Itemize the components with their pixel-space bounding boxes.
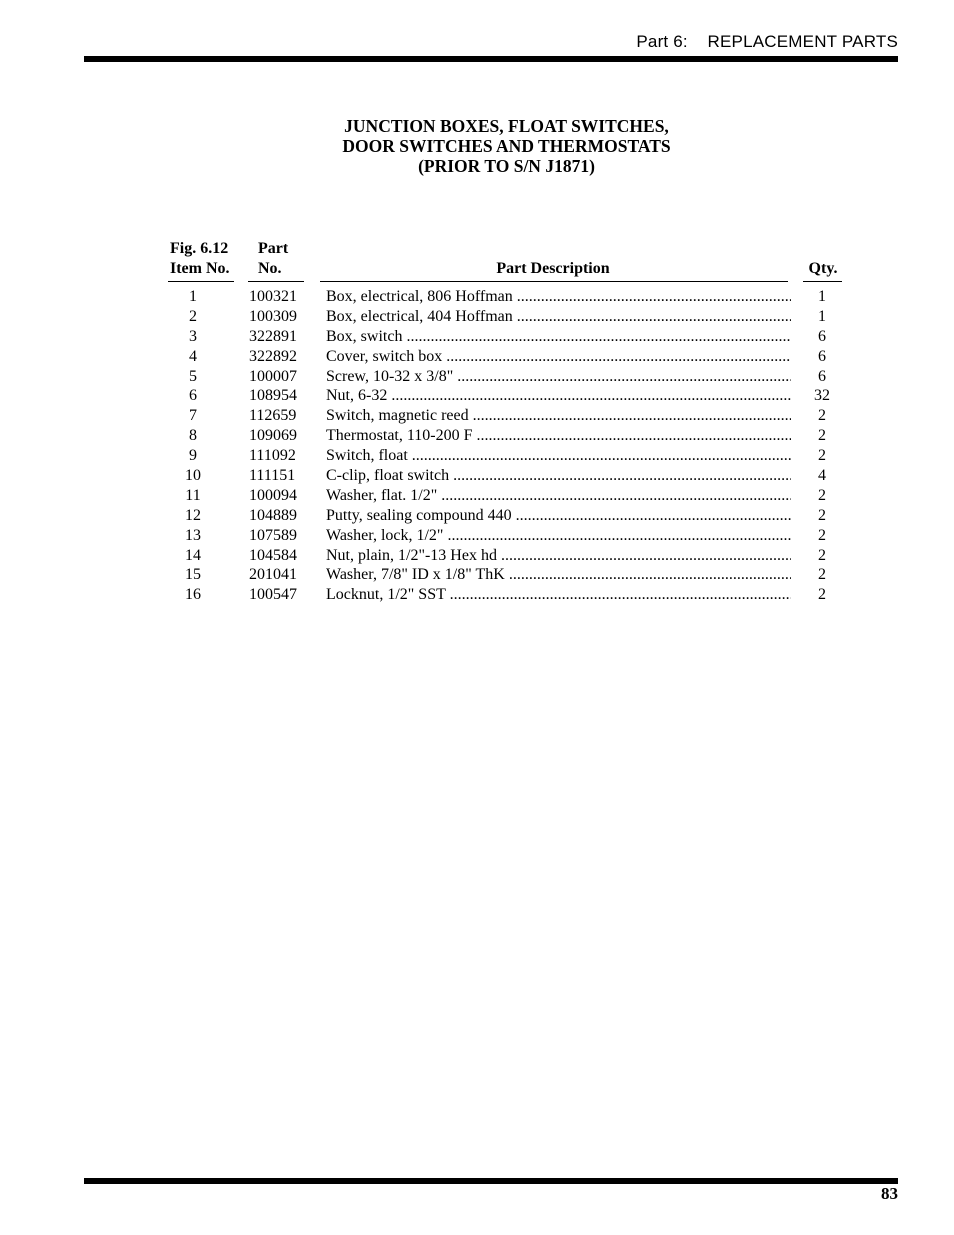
part-number-cell: 107589 bbox=[249, 526, 297, 544]
item-number-cell: 4 bbox=[189, 347, 197, 365]
table-row bbox=[0, 327, 954, 347]
quantity-cell: 6 bbox=[818, 367, 826, 385]
item-number-cell: 13 bbox=[185, 526, 201, 544]
description-cell: Washer, flat. 1/2" ..... bbox=[326, 486, 791, 506]
quantity-cell: 4 bbox=[818, 467, 826, 485]
description-cell: Thermostat, 110-200 F ..... bbox=[326, 426, 791, 446]
description-cell: Nut, plain, 1/2"-13 Hex hd ..... bbox=[326, 546, 791, 566]
description-cell: Switch, magnetic reed ..... bbox=[326, 406, 791, 426]
table-row bbox=[0, 506, 954, 526]
part-number-cell: 104584 bbox=[249, 546, 297, 564]
part-number-cell: 201041 bbox=[249, 566, 297, 584]
item-number-cell: 11 bbox=[185, 486, 201, 504]
description-cell: Cover, switch box ..... bbox=[326, 347, 791, 367]
item-column-header bbox=[170, 239, 230, 279]
table-row bbox=[0, 347, 954, 367]
description-cell: Locknut, 1/2" SST ..... bbox=[326, 585, 791, 605]
part-header-line-2: No. bbox=[258, 260, 282, 277]
description-cell: Switch, float ..... bbox=[326, 446, 791, 466]
item-number-cell: 15 bbox=[185, 566, 201, 584]
part-number-cell: 104889 bbox=[249, 506, 297, 524]
qty-header-rule bbox=[803, 281, 842, 282]
description-cell: Washer, lock, 1/2" ..... bbox=[326, 526, 791, 546]
table-row bbox=[0, 307, 954, 327]
table-row bbox=[0, 486, 954, 506]
table-row bbox=[0, 466, 954, 486]
description-cell: Box, switch ..... bbox=[326, 327, 791, 347]
quantity-cell: 2 bbox=[818, 427, 826, 445]
item-number-cell: 5 bbox=[189, 367, 197, 385]
quantity-cell: 2 bbox=[818, 447, 826, 465]
quantity-cell: 2 bbox=[818, 526, 826, 544]
quantity-cell: 2 bbox=[818, 566, 826, 584]
item-header-line-1: Fig. 6.12 bbox=[170, 240, 229, 257]
title-line-1: JUNCTION BOXES, FLOAT SWITCHES, bbox=[344, 116, 669, 136]
description-cell: C-clip, float switch ..... bbox=[326, 466, 791, 486]
table-row bbox=[0, 526, 954, 546]
part-number-cell: 100309 bbox=[249, 307, 297, 325]
part-header-line-1: Part bbox=[258, 240, 289, 257]
quantity-cell: 6 bbox=[818, 327, 826, 345]
description-column-header: Part Description bbox=[496, 260, 610, 277]
page-number: 83 bbox=[881, 1184, 898, 1203]
table-row bbox=[0, 367, 954, 387]
table-row bbox=[0, 546, 954, 566]
title-line-3: (PRIOR TO S/N J1871) bbox=[418, 156, 595, 176]
part-number-cell: 322892 bbox=[249, 347, 297, 365]
description-cell: Box, electrical, 404 Hoffman ..... bbox=[326, 307, 791, 327]
item-header-line-2: Item No. bbox=[170, 260, 230, 277]
part-number-cell: 111151 bbox=[249, 467, 296, 485]
quantity-cell: 2 bbox=[818, 506, 826, 524]
quantity-cell: 2 bbox=[818, 586, 826, 604]
title-line-2: DOOR SWITCHES AND THERMOSTATS bbox=[342, 136, 671, 156]
part-number-cell: 108954 bbox=[249, 387, 297, 405]
part-number-cell: 322891 bbox=[249, 327, 297, 345]
part-number-cell: 100321 bbox=[249, 288, 297, 305]
item-number-cell: 3 bbox=[189, 327, 197, 345]
page-title bbox=[0, 116, 954, 176]
quantity-cell: 6 bbox=[818, 347, 826, 365]
table-row bbox=[0, 446, 954, 466]
part-number-cell: 100547 bbox=[249, 586, 297, 604]
description-cell: Nut, 6-32 ..... bbox=[326, 386, 791, 406]
quantity-cell: 2 bbox=[818, 486, 826, 504]
item-number-cell: 9 bbox=[189, 447, 197, 465]
table-row bbox=[0, 585, 954, 605]
part-number-cell: 100007 bbox=[249, 367, 297, 385]
part-number-cell: 111092 bbox=[249, 447, 296, 465]
part-column-header bbox=[258, 239, 288, 279]
item-number-cell: 6 bbox=[189, 387, 197, 405]
item-number-cell: 2 bbox=[189, 307, 197, 325]
quantity-cell: 2 bbox=[818, 407, 826, 425]
table-row bbox=[0, 426, 954, 446]
part-number-cell: 100094 bbox=[249, 486, 297, 504]
table-row bbox=[0, 287, 954, 307]
quantity-cell: 32 bbox=[814, 387, 830, 405]
quantity-cell: 1 bbox=[818, 307, 826, 325]
section-header: Part 6: REPLACEMENT PARTS bbox=[636, 32, 898, 51]
item-number-cell: 8 bbox=[189, 427, 197, 445]
description-cell: Screw, 10-32 x 3/8" ..... bbox=[326, 367, 791, 387]
parts-table bbox=[0, 287, 954, 605]
item-number-cell: 16 bbox=[185, 586, 201, 604]
description-header-rule bbox=[320, 281, 788, 282]
item-number-cell: 14 bbox=[185, 546, 201, 564]
footer-rule bbox=[84, 1178, 898, 1184]
description-cell: Washer, 7/8" ID x 1/8" ThK ..... bbox=[326, 565, 791, 585]
qty-column-header: Qty. bbox=[808, 260, 838, 277]
item-number-cell: 7 bbox=[189, 407, 197, 425]
part-number-cell: 109069 bbox=[249, 427, 297, 445]
part-header-rule bbox=[248, 281, 304, 282]
description-cell: Putty, sealing compound 440 ..... bbox=[326, 506, 791, 526]
item-number-cell: 12 bbox=[185, 506, 201, 524]
quantity-cell: 2 bbox=[818, 546, 826, 564]
item-number-cell: 1 bbox=[189, 288, 197, 305]
description-cell: Box, electrical, 806 Hoffman ..... bbox=[326, 287, 791, 307]
table-row bbox=[0, 565, 954, 585]
table-row bbox=[0, 406, 954, 426]
header-rule bbox=[84, 56, 898, 62]
item-header-rule bbox=[168, 281, 234, 282]
part-number-cell: 112659 bbox=[249, 407, 297, 425]
quantity-cell: 1 bbox=[818, 288, 826, 305]
table-row bbox=[0, 386, 954, 406]
item-number-cell: 10 bbox=[185, 467, 201, 485]
